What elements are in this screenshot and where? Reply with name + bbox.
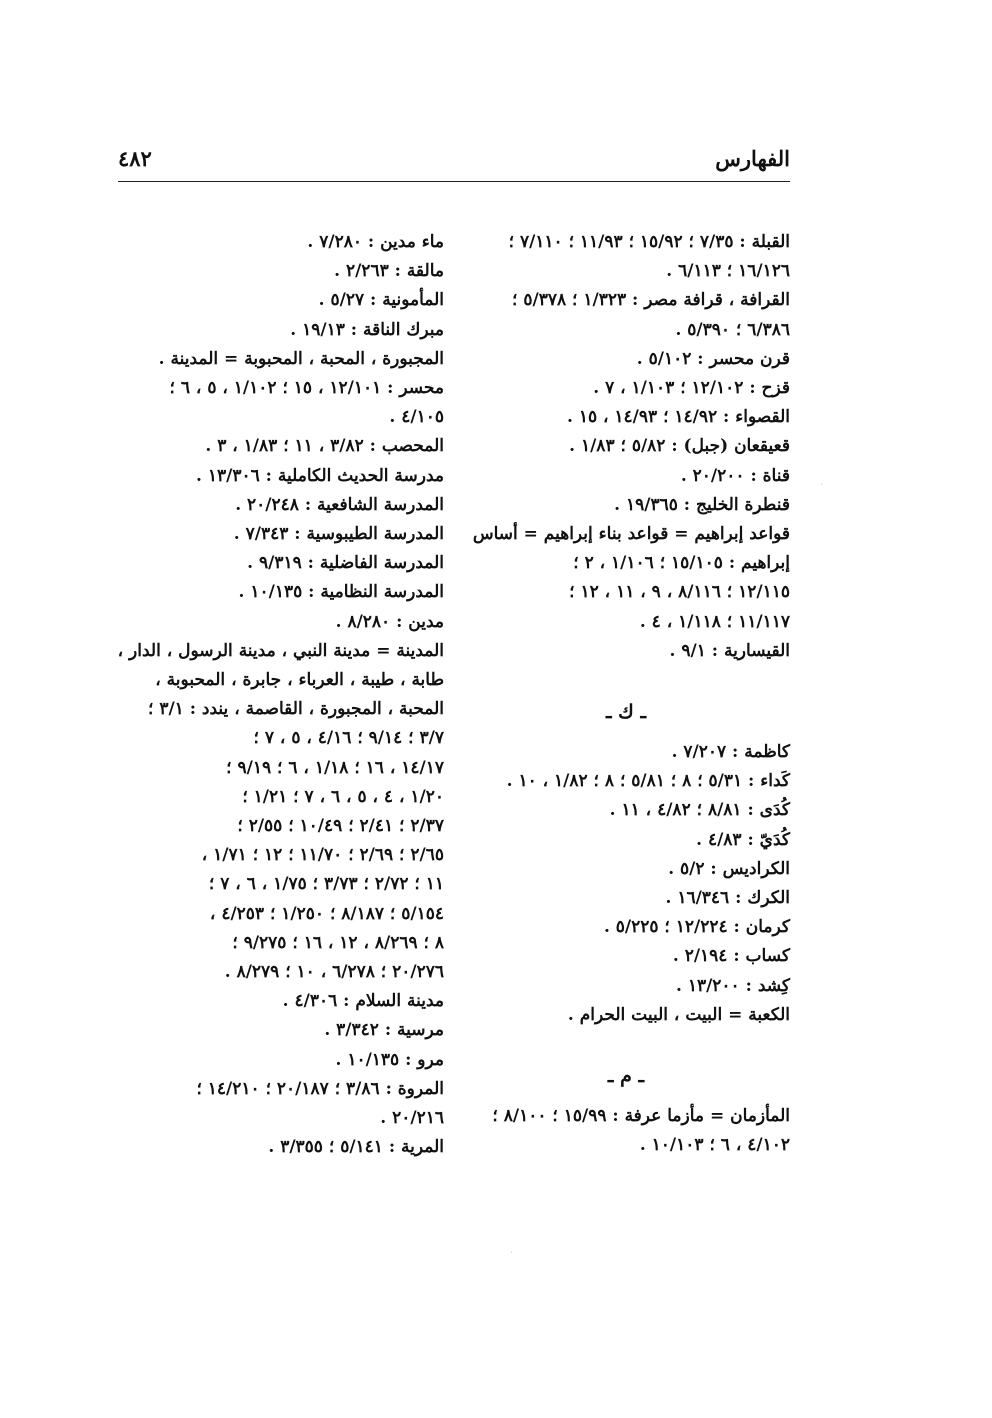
index-entry: المرية : ٥/١٤١ ؛ ٣/٣٥٥ . <box>268 1137 444 1158</box>
index-entry: المدرسة الطيبوسية : ٧/٣٤٣ . <box>233 524 444 545</box>
index-entry: كُدَيّ : ٤/٨٣ . <box>696 829 790 850</box>
index-entry: ١١/١١٧ ؛ ١/١١٨ ، ٤ . <box>639 611 790 632</box>
index-entry: ١/٢٠ ، ٤ ، ٥ ، ٦ ، ٧ ؛ ١/٢١ ؛ <box>242 786 444 807</box>
index-entry: مدين : ٨/٢٨٠ . <box>335 611 444 632</box>
index-entry: القبلة : ٧/٣٥ ؛ ١٥/٩٢ ؛ ١١/٩٣ ؛ ٧/١١٠ ؛ <box>508 232 790 252</box>
index-entry: الكرك : ١٦/٣٤٦ . <box>665 888 790 909</box>
index-entry: ٤/١٠٢ ، ٦ ؛ ١٠/١٠٣ . <box>639 1135 790 1156</box>
index-entry: كساب : ٢/١٩٤ . <box>672 946 790 967</box>
index-entry: ٢٠/٢١٦ . <box>380 1108 444 1129</box>
running-title: الفهارس <box>715 146 790 171</box>
index-entry: قرن محسر : ٥/١٠٢ . <box>636 348 790 369</box>
left-column-entries <box>114 228 444 1163</box>
index-entry: المأمونية : ٥/٢٧ . <box>318 290 444 311</box>
k-entries <box>462 738 790 1030</box>
right-column-entries <box>462 228 790 666</box>
index-entry: قنطرة الخليج : ١٩/٣٦٥ . <box>614 494 790 515</box>
index-entry: المحصب : ٣/٨٢ ، ١١ ؛ ١/٨٣ ، ٣ . <box>205 436 444 457</box>
index-entry: ٨ ؛ ٨/٢٦٩ ، ١٢ ، ١٦ ؛ ٩/٢٧٥ ؛ <box>232 932 444 953</box>
index-entry: الكعبة = البيت ، البيت الحرام . <box>567 1004 790 1025</box>
index-entry: قواعد إبراهيم = قواعد بناء إبراهيم = أساس <box>472 524 790 545</box>
index-entry: ٥/١٥٤ ؛ ٨/١٨٧ ؛ ١/٢٥٠ ؛ ٤/٢٥٣ ، <box>209 903 444 924</box>
index-entry: مالقة : ٢/٢٦٣ . <box>334 261 444 282</box>
index-entry: مرو : ١٠/١٣٥ . <box>335 1049 444 1070</box>
page-header <box>118 142 790 182</box>
index-entry: المأزمان = مأزما عرفة : ١٥/٩٩ ؛ ٨/١٠٠ ؛ <box>492 1106 790 1127</box>
index-entry: كرمان : ١٢/٢٢٤ ؛ ٥/٢٢٥ . <box>603 917 790 938</box>
section-heading-k: ـ ك ـ <box>605 701 647 724</box>
section-heading-m: ـ م ـ <box>607 1065 645 1088</box>
index-entry: ١٦/١٢٦ ؛ ٦/١١٣ . <box>666 261 790 282</box>
index-entry: المجبورة ، المحبة ، المحبوبة = المدينة . <box>158 348 444 369</box>
index-entry: ٢٠/٢٧٦ ؛ ٦/٢٧٨ ، ١٠ ؛ ٨/٢٧٩ . <box>224 962 444 983</box>
m-entries <box>462 1102 790 1160</box>
index-entry: كِشد : ١٣/٢٠٠ . <box>675 975 790 996</box>
index-entry: كَداء : ٥/٣١ ؛ ٨ ؛ ٥/٨١ ؛ ٨ ؛ ١/٨٢ ، ١٠ . <box>506 771 790 792</box>
index-entry: قزح : ١٢/١٠٢ ؛ ١/١٠٣ ، ٧ . <box>593 378 790 399</box>
index-entry: ٢/٣٧ ؛ ٢/٤١ ؛ ١٠/٤٩ ؛ ٢/٥٥ ؛ <box>237 816 444 837</box>
index-entry: قعيقعان (جبل) : ٥/٨٢ ؛ ١/٨٣ . <box>569 436 790 457</box>
index-entry: مدرسة الحديث الكاملية : ١٣/٣٠٦ . <box>196 465 444 486</box>
index-entry: ١٤/١٧ ، ١٦ ؛ ١/١٨ ، ٦ ؛ ٩/١٩ ؛ <box>226 757 444 778</box>
index-entry: ١٢/١١٥ ؛ ٨/١١٦ ، ٩ ، ١١ ، ١٢ ؛ <box>569 582 790 603</box>
index-entry: ١١ ؛ ٢/٧٢ ؛ ٣/٧٣ ؛ ١/٧٥ ، ٦ ، ٧ ؛ <box>208 874 444 895</box>
left-column <box>114 228 444 1163</box>
index-entry: إبراهيم : ١٥/١٠٥ ؛ ١/١٠٦ ، ٢ ؛ <box>573 553 790 574</box>
page-number: ٤٨٢ <box>118 146 152 171</box>
index-entry: طابة ، طيبة ، العرباء ، جابرة ، المحبوبة ، <box>155 670 444 691</box>
index-entry: كاظمة : ٧/٢٠٧ . <box>671 742 790 763</box>
index-entry: المحبة ، المجبورة ، القاصمة ، يندد : ٣/١ ؛ <box>148 699 444 720</box>
index-entry: المدرسة الشافعية : ٢٠/٢٤٨ . <box>235 494 444 515</box>
index-entry: ٢/٦٥ ؛ ٢/٦٩ ؛ ١١/٧٠ ؛ ١٢ ؛ ١/٧١ ، <box>201 845 444 866</box>
index-entry: مدينة السلام : ٤/٣٠٦ . <box>282 991 444 1012</box>
index-entry: ٤/١٠٥ . <box>389 407 444 428</box>
header-rule <box>118 181 790 182</box>
index-entry: القصواء : ١٤/٩٢ ؛ ١٤/٩٣ ، ١٥ . <box>566 407 790 428</box>
scan-speck: · <box>510 1248 514 1259</box>
scan-speck: · <box>820 480 824 491</box>
index-entry: المروة : ٣/٨٦ ؛ ٢٠/١٨٧ ؛ ١٤/٢١٠ ؛ <box>196 1078 444 1099</box>
index-entry: الكراديس : ٥/٢ . <box>668 858 790 879</box>
index-entry: مبرك الناقة : ١٩/١٣ . <box>290 319 444 340</box>
index-entry: مرسية : ٣/٣٤٢ . <box>324 1020 444 1041</box>
index-entry: المدرسة الفاضلية : ٩/٣١٩ . <box>247 553 444 574</box>
index-entry: ٣/٧ ؛ ٩/١٤ ؛ ٤/١٦ ، ٥ ، ٧ ؛ <box>253 728 444 749</box>
index-entry: المدينة = مدينة النبي ، مدينة الرسول ، الدار ، <box>117 640 444 661</box>
index-entry: ٦/٣٨٦ ؛ ٥/٣٩٠ . <box>675 319 790 340</box>
index-entry: المدرسة النظامية : ١٠/١٣٥ . <box>238 582 444 603</box>
index-entry: محسر : ١٢/١٠١ ، ١٥ ؛ ١/١٠٢ ، ٥ ، ٦ ؛ <box>169 378 444 399</box>
index-entry: القرافة ، قرافة مصر : ١/٣٢٣ ؛ ٥/٣٧٨ ؛ <box>512 290 790 311</box>
index-entry: قناة : ٢٠/٢٠٠ . <box>680 465 790 486</box>
index-entry: القيسارية : ٩/١ . <box>669 640 790 661</box>
right-column <box>462 228 790 1160</box>
index-entry: ماء مدين : ٧/٢٨٠ . <box>307 232 444 252</box>
index-entry: كُدَى : ٨/٨١ ؛ ٤/٨٢ ، ١١ . <box>609 800 790 821</box>
